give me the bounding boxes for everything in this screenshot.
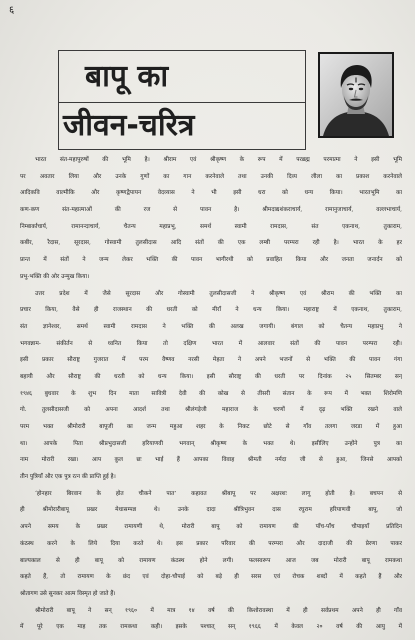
tilak: [355, 78, 357, 83]
text-line: कंठस्थ करने के लिये दिया करते थे। इस प्रकार परिवार की परम्परा और दादाजी की प्रेरणा पाकर: [20, 540, 402, 547]
text-line: १९४६ बुधवार के शुभ दिन माता सावित्री देवी की कोख से तीसरी संतान के रूप में भक्त शिरोमणि: [20, 390, 402, 397]
text-line: प्रभु-भक्ति की ओर उन्मुख किया।: [20, 273, 90, 280]
text-line: ‘होनहार बिरवान के होत चीकने पात’ कहावत श्रीबापू पर अक्षरशः लागू होती है। बचपन से: [35, 490, 402, 497]
text-line: श्रोतागण उसे सुनकर आत्म विस्मृत हो जाते हैं।: [20, 590, 116, 597]
paragraph: [20, 486, 402, 603]
text-line: आदिकवि वाल्मीकि और कृष्णद्वैपायन वेदव्यास ने भी इसी धरा को धन्य किया। भारतभूमि का: [20, 190, 402, 197]
chapter-title-line-1: बापू का: [59, 51, 305, 103]
text-line: बहायी और सौराष्ट्र की धरती को धन्य किया। इसी सौराष्ट्र की धरती पर दिनांक २५ सितम्बर सन्: [20, 373, 402, 380]
paragraph: [20, 152, 402, 286]
text-line: इसी प्रकार सौराष्ट्र गुजरात में परम वैष्णव नरसी मेहता ने अपने भजनों से भक्ति की पावन गंगा: [20, 357, 402, 364]
paragraph: [20, 286, 402, 486]
text-line: भारत संत-महापुरुषों की भूमि है। श्रीराम एवं श्रीकृष्ण के रूप में परब्रह्म परमात्मा ने इसी भूमि: [35, 157, 402, 163]
text-line: ही श्रीमोरारीबापू प्रखर मेधासम्पन्न थे। उनके दादा श्रीत्रिभुवन दास रघुराम हरियाणवी बापू, जो: [20, 507, 402, 514]
body-text: [20, 152, 402, 636]
text-line: नाम मोरारी रखा। आप कुल छः भाई हैं आपका विवाह श्रीमती नर्मदा जी से हुआ, जिनसे आपको: [20, 457, 402, 464]
text-line: परम भक्त श्रीमोरारी बापूजी का जन्म महुआ शहर के निकट छोटे से गाँव तलगा जरडा में हुआ: [20, 424, 402, 430]
text-line: कण-कण संत-महात्माओं की रज से पावन है। श्रीमदाद्यशंकराचार्य, रामानुजाचार्य, वल्लभाचार्य,: [20, 207, 402, 214]
portrait-image: [320, 54, 392, 136]
text-line: तीन पुत्रियाँ और एक पुत्र रत्न की प्राप्ति हुई है।: [20, 474, 116, 481]
text-line: में पूरे एक माह तक रामकथा कही। इसके पश्चात् सन् १९६६ में केवल २० वर्ष की आयु में: [20, 624, 402, 631]
text-line: कबीर, रैदास, सूरदास, गोस्वामी तुलसीदास आदि संतों की एक लम्बी परम्परा रही है। भारत के हर: [20, 240, 402, 247]
text-line: गो. तुलसीदासजी को अपना आदर्श तथा श्रीलंगड़ेजी महाराज के चरणों में दृढ़ भक्ति रखने वाले: [20, 407, 402, 414]
text-line: प्रान्त में संतों ने जन्म लेकर भक्ति की पावन भागीरथी को प्रवाहित किया और जनता जनार्दन को: [20, 257, 402, 264]
text-line: बाल्यकाल से ही बापू को रामायण कंठस्थ होने लगी। फलस्वरूप आज जब मोरारी बापू रामकथा: [20, 557, 402, 564]
text-line: श्रीमोरारी बापू ने सन् १९६० में मात्र १४ वर्ष की किशोरावस्था में ही सर्वप्रथम अपने ही गाँव: [35, 607, 402, 614]
text-line: निम्बार्काचार्य, रामानन्दाचार्य, चैतन्य महाप्रभु, समर्थ स्वामी रामदास, संत एकनाथ, तुकाराम,: [20, 223, 402, 230]
text-line: उत्तर प्रदेश में जैसे सूरदास और गोस्वामी तुलसीदासजी ने श्रीकृष्ण एवं श्रीराम की भक्ति का: [35, 290, 402, 297]
text-line: अपने समय के प्रखर रामायणी थे, मोरारी बापू को रामायण की पाँच-पाँच चौपाइयाँ प्रतिदिन: [20, 524, 402, 531]
page-number: ६: [9, 5, 15, 16]
text-line: था। आपके पिता श्रीप्रभुदासजी हरियाणवी भगवान् श्रीकृष्ण के भक्त थे। इसीलिए उन्होंने पुत्र का: [20, 440, 402, 447]
text-line: भगवन्नाम- संकीर्तन से ध्वनित किया तो दक्षिण भारत में आलवार संतों की पावन परम्परा रही।: [20, 340, 402, 347]
chapter-title-line-2: जीवन-चरित्र: [63, 108, 195, 143]
text-line: प्रचार किया, वैसे ही राजस्थान की धरती को मीराँ ने धन्य किया। महाराष्ट्र में एकनाथ, तुकाराम,: [20, 307, 402, 314]
text-line: संत ज्ञानेश्वर, समर्थ स्वामी रामदास ने भक्ति की अलख जगायी। बंगाल को चैतन्य महाप्रभु ने: [20, 323, 402, 330]
text-line: पर अवतार लिया और उनके गुणों का गान करनेवाले तथा उनकी दिव्य लीला का प्रकाश करनेवाले: [20, 173, 402, 180]
chapter-title-box: [58, 50, 306, 150]
paragraph: [20, 603, 402, 636]
portrait-photo: [318, 52, 394, 138]
text-line: कहते हैं, तो रामायण के छंद एवं दोहा-चौपाई को बड़े ही सरस एवं रोचक शब्दों में कहते हैं और: [20, 574, 402, 581]
